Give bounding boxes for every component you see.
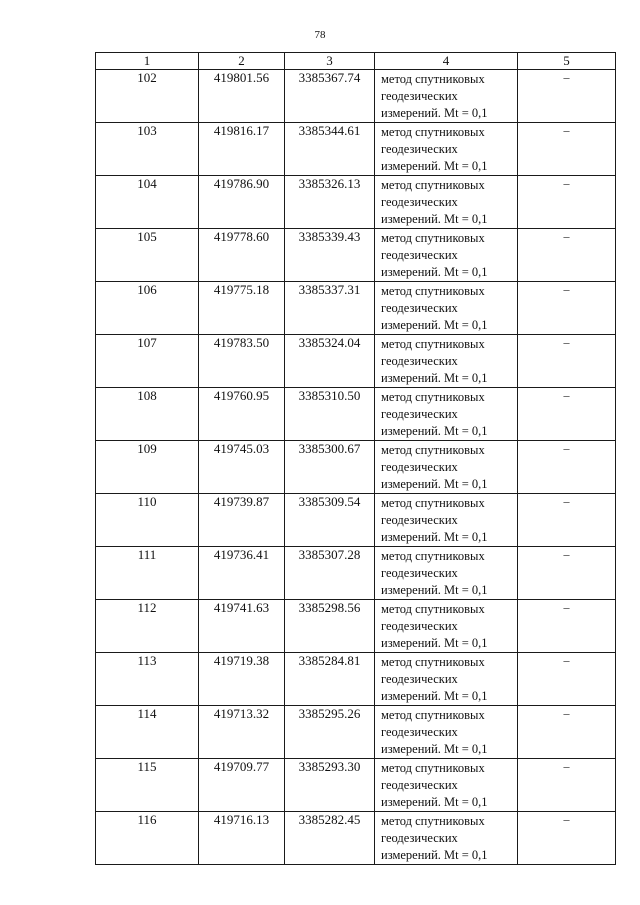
table-row	[96, 176, 616, 229]
coordinate-x: 419709.77	[199, 759, 285, 812]
method-line-2: геодезических	[381, 354, 458, 368]
method-cell	[375, 494, 518, 547]
point-number: 115	[96, 759, 199, 812]
method-line-3: измерений. Mt = 0,1	[381, 583, 488, 597]
method-line-3: измерений. Mt = 0,1	[381, 159, 488, 173]
table-row	[96, 706, 616, 759]
method-line-2: геодезических	[381, 619, 458, 633]
method-line-1: метод спутниковых	[381, 496, 485, 510]
method-line-2: геодезических	[381, 142, 458, 156]
method-cell	[375, 706, 518, 759]
coordinate-x: 419741.63	[199, 600, 285, 653]
coordinate-y: 3385307.28	[285, 547, 375, 600]
method-line-3: измерений. Mt = 0,1	[381, 795, 488, 809]
method-line-3: измерений. Mt = 0,1	[381, 477, 488, 491]
coordinate-y: 3385326.13	[285, 176, 375, 229]
table-row	[96, 282, 616, 335]
note-cell: –	[518, 547, 616, 600]
point-number: 116	[96, 812, 199, 865]
method-line-2: геодезических	[381, 248, 458, 262]
column-header-4: 4	[375, 53, 518, 70]
coordinate-x: 419783.50	[199, 335, 285, 388]
coordinate-x: 419736.41	[199, 547, 285, 600]
table-header-row	[96, 53, 616, 70]
point-number: 107	[96, 335, 199, 388]
method-cell	[375, 812, 518, 865]
coordinate-y: 3385367.74	[285, 70, 375, 123]
page-number: 78	[314, 29, 326, 41]
note-cell: –	[518, 441, 616, 494]
table-row	[96, 229, 616, 282]
method-line-3: измерений. Mt = 0,1	[381, 106, 488, 120]
note-cell: –	[518, 229, 616, 282]
method-line-1: метод спутниковых	[381, 178, 485, 192]
table-row	[96, 759, 616, 812]
table-row	[96, 441, 616, 494]
method-cell	[375, 229, 518, 282]
method-cell	[375, 388, 518, 441]
note-cell: –	[518, 653, 616, 706]
coordinates-table	[95, 52, 616, 865]
method-line-2: геодезических	[381, 89, 458, 103]
coordinate-x: 419778.60	[199, 229, 285, 282]
note-cell: –	[518, 282, 616, 335]
method-line-1: метод спутниковых	[381, 337, 485, 351]
method-line-1: метод спутниковых	[381, 602, 485, 616]
coordinate-y: 3385298.56	[285, 600, 375, 653]
method-line-2: геодезических	[381, 725, 458, 739]
table-row	[96, 388, 616, 441]
method-line-3: измерений. Mt = 0,1	[381, 742, 488, 756]
method-line-3: измерений. Mt = 0,1	[381, 530, 488, 544]
coordinate-y: 3385337.31	[285, 282, 375, 335]
note-cell: –	[518, 706, 616, 759]
column-header-3: 3	[285, 53, 375, 70]
method-line-3: измерений. Mt = 0,1	[381, 318, 488, 332]
point-number: 113	[96, 653, 199, 706]
method-line-1: метод спутниковых	[381, 72, 485, 86]
method-line-2: геодезических	[381, 513, 458, 527]
coordinate-y: 3385293.30	[285, 759, 375, 812]
method-cell	[375, 547, 518, 600]
note-cell: –	[518, 176, 616, 229]
coordinate-x: 419719.38	[199, 653, 285, 706]
note-cell: –	[518, 600, 616, 653]
method-line-1: метод спутниковых	[381, 708, 485, 722]
table-row	[96, 547, 616, 600]
method-line-2: геодезических	[381, 672, 458, 686]
method-line-1: метод спутниковых	[381, 443, 485, 457]
coordinate-y: 3385300.67	[285, 441, 375, 494]
method-line-3: измерений. Mt = 0,1	[381, 424, 488, 438]
coordinate-y: 3385295.26	[285, 706, 375, 759]
note-cell: –	[518, 335, 616, 388]
column-header-2: 2	[199, 53, 285, 70]
point-number: 110	[96, 494, 199, 547]
method-line-1: метод спутниковых	[381, 231, 485, 245]
coordinate-x: 419801.56	[199, 70, 285, 123]
note-cell: –	[518, 759, 616, 812]
note-cell: –	[518, 812, 616, 865]
column-header-5: 5	[518, 53, 616, 70]
method-line-1: метод спутниковых	[381, 655, 485, 669]
coordinate-y: 3385344.61	[285, 123, 375, 176]
coordinate-x: 419760.95	[199, 388, 285, 441]
method-cell	[375, 335, 518, 388]
coordinate-x: 419713.32	[199, 706, 285, 759]
point-number: 109	[96, 441, 199, 494]
method-line-1: метод спутниковых	[381, 761, 485, 775]
method-line-2: геодезических	[381, 460, 458, 474]
method-cell	[375, 70, 518, 123]
method-line-3: измерений. Mt = 0,1	[381, 848, 488, 862]
method-line-1: метод спутниковых	[381, 814, 485, 828]
coordinate-x: 419786.90	[199, 176, 285, 229]
method-line-3: измерений. Mt = 0,1	[381, 689, 488, 703]
method-line-2: геодезических	[381, 778, 458, 792]
method-line-3: измерений. Mt = 0,1	[381, 265, 488, 279]
method-line-1: метод спутниковых	[381, 284, 485, 298]
table-row	[96, 600, 616, 653]
point-number: 105	[96, 229, 199, 282]
point-number: 106	[96, 282, 199, 335]
table-row	[96, 123, 616, 176]
table-row	[96, 70, 616, 123]
method-line-2: геодезических	[381, 831, 458, 845]
method-cell	[375, 176, 518, 229]
point-number: 112	[96, 600, 199, 653]
point-number: 108	[96, 388, 199, 441]
note-cell: –	[518, 123, 616, 176]
table-row	[96, 494, 616, 547]
method-line-2: геодезических	[381, 195, 458, 209]
coordinate-y: 3385324.04	[285, 335, 375, 388]
coordinate-y: 3385284.81	[285, 653, 375, 706]
method-line-1: метод спутниковых	[381, 390, 485, 404]
point-number: 111	[96, 547, 199, 600]
method-cell	[375, 653, 518, 706]
coordinate-y: 3385339.43	[285, 229, 375, 282]
method-line-1: метод спутниковых	[381, 549, 485, 563]
method-cell	[375, 282, 518, 335]
table-row	[96, 653, 616, 706]
method-line-3: измерений. Mt = 0,1	[381, 371, 488, 385]
coordinate-x: 419739.87	[199, 494, 285, 547]
method-cell	[375, 441, 518, 494]
coordinate-y: 3385282.45	[285, 812, 375, 865]
note-cell: –	[518, 70, 616, 123]
method-cell	[375, 600, 518, 653]
coordinate-y: 3385309.54	[285, 494, 375, 547]
point-number: 114	[96, 706, 199, 759]
point-number: 104	[96, 176, 199, 229]
table-row	[96, 812, 616, 865]
method-line-1: метод спутниковых	[381, 125, 485, 139]
column-header-1: 1	[96, 53, 199, 70]
coordinate-y: 3385310.50	[285, 388, 375, 441]
point-number: 103	[96, 123, 199, 176]
method-line-2: геодезических	[381, 301, 458, 315]
method-line-2: геодезических	[381, 566, 458, 580]
method-cell	[375, 759, 518, 812]
method-line-3: измерений. Mt = 0,1	[381, 636, 488, 650]
note-cell: –	[518, 494, 616, 547]
coordinate-x: 419716.13	[199, 812, 285, 865]
method-line-2: геодезических	[381, 407, 458, 421]
coordinate-x: 419816.17	[199, 123, 285, 176]
method-line-3: измерений. Mt = 0,1	[381, 212, 488, 226]
coordinate-x: 419775.18	[199, 282, 285, 335]
method-cell	[375, 123, 518, 176]
table-row	[96, 335, 616, 388]
coordinate-x: 419745.03	[199, 441, 285, 494]
note-cell: –	[518, 388, 616, 441]
point-number: 102	[96, 70, 199, 123]
